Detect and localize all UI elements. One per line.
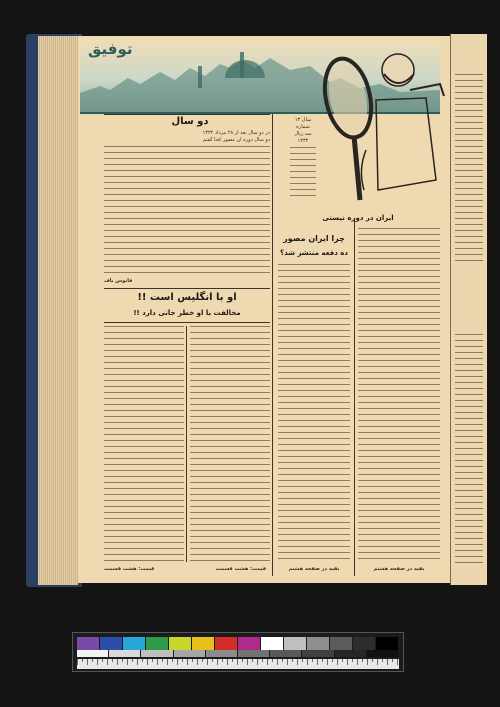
right-footer: بقیه در صفحه هشتم <box>373 566 425 572</box>
text-block <box>104 326 184 562</box>
issue-date: ۱۳۳۴ <box>297 138 309 144</box>
color-swatch <box>192 637 214 650</box>
left-intro-line: دو سال دوره آن مصور کجا گفتم <box>202 137 270 143</box>
divider <box>104 288 270 289</box>
text-block <box>190 326 270 562</box>
divider <box>104 114 270 115</box>
color-swatch <box>238 637 260 650</box>
lower-left-subheadline: مخالفت با او خطر جانی دارد !! <box>133 309 241 317</box>
masthead-title: توفیق <box>88 40 133 58</box>
color-swatch <box>261 637 283 650</box>
cartoon-figure <box>318 40 446 220</box>
gray-swatch <box>77 650 108 657</box>
text-block <box>104 146 270 274</box>
issue-year: سال ۱۳ <box>294 117 312 123</box>
middle-footer: بقیه در صفحه هشتم <box>288 566 340 572</box>
issue-info <box>290 117 316 145</box>
text-block <box>278 264 350 562</box>
ruler-scale <box>77 659 399 669</box>
text-block <box>358 228 440 562</box>
column-rule <box>186 326 187 562</box>
middle-subheadline: ده دفعه منتشر شد؟ <box>280 249 348 257</box>
page-stack-edge <box>38 36 78 585</box>
color-swatch <box>123 637 145 650</box>
color-swatch <box>353 637 375 650</box>
left-intro-line: در دو سال بعد از ۲۸ مرداد ۱۳۳۲ <box>202 130 270 136</box>
color-swatch <box>215 637 237 650</box>
left-signature: فانوس باف <box>104 278 133 284</box>
color-swatch <box>169 637 191 650</box>
color-swatch <box>146 637 168 650</box>
color-swatches <box>77 637 399 657</box>
middle-headline: چرا ایران مصور <box>283 234 345 243</box>
color-swatch <box>100 637 122 650</box>
gray-swatch <box>335 650 366 657</box>
issue-price: سه ریال <box>294 131 312 137</box>
gray-swatch <box>174 650 205 657</box>
gray-swatch <box>238 650 269 657</box>
text-block <box>455 334 483 564</box>
next-page-edge <box>450 34 487 585</box>
color-swatch <box>284 637 306 650</box>
lower-left-headline: او با انگلیس است !! <box>137 292 237 303</box>
divider <box>104 322 270 323</box>
gray-swatch <box>302 650 333 657</box>
color-swatch <box>376 637 398 650</box>
color-swatch <box>330 637 352 650</box>
lower-left-footer: قیمت: هشت قسمت <box>215 566 266 572</box>
gray-swatch <box>206 650 237 657</box>
text-block <box>290 147 316 197</box>
gray-swatch <box>141 650 172 657</box>
gray-swatch <box>270 650 301 657</box>
text-block <box>455 74 483 264</box>
gray-swatch <box>109 650 140 657</box>
column-rule <box>354 220 355 576</box>
column-rule <box>272 114 273 576</box>
issue-number: شماره <box>296 124 310 130</box>
lower-left-footer: قیمت: هشت قسمت <box>104 566 155 572</box>
left-headline: دو سال <box>171 116 209 127</box>
gray-swatch <box>367 650 398 657</box>
color-swatch <box>307 637 329 650</box>
color-calibration-ruler <box>72 632 404 672</box>
color-swatch <box>77 637 99 650</box>
cartoon-caption: ایران در دوره نیستی <box>322 214 394 222</box>
